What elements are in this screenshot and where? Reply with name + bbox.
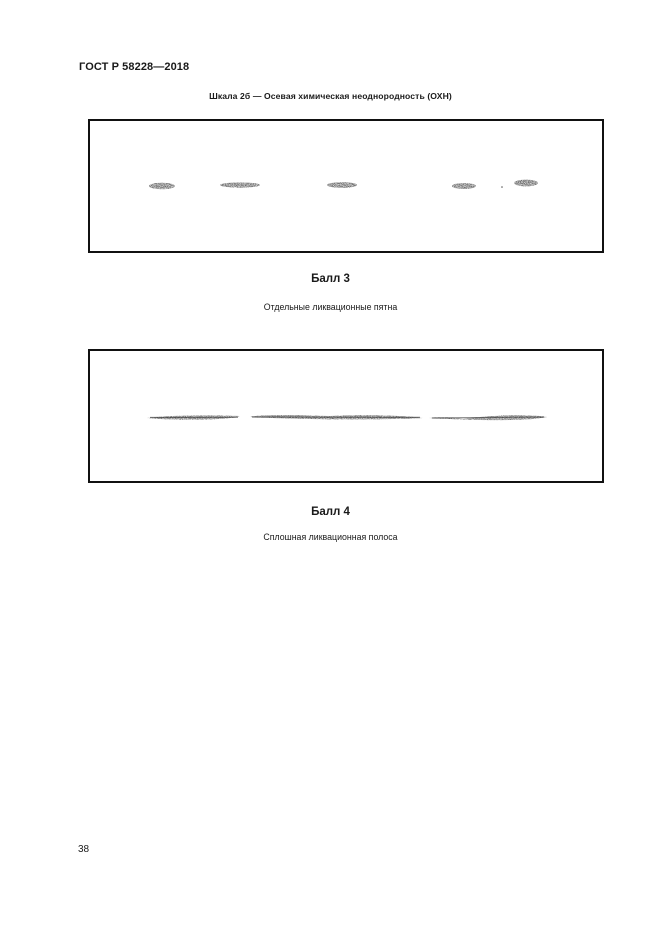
document-id: ГОСТ Р 58228—2018	[79, 61, 190, 73]
grade-3-description: Отдельные ликвационные пятна	[263, 302, 398, 312]
segregation-spot	[452, 183, 476, 189]
page-number: 38	[78, 844, 90, 855]
segregation-dot	[501, 186, 503, 188]
segregation-band-graphic	[90, 351, 602, 481]
specimen-image-grade-3	[88, 119, 604, 253]
segregation-spot	[327, 182, 357, 188]
segregation-spots-graphic	[90, 121, 602, 251]
grade-3-label: Балл 3	[311, 273, 350, 285]
segregation-spot	[149, 183, 175, 189]
specimen-image-grade-4	[88, 349, 604, 483]
grade-4-label: Балл 4	[311, 506, 350, 518]
scale-title: Шкала 2б — Осевая химическая неоднородность (ОХН)	[209, 91, 452, 101]
segregation-spot	[514, 180, 538, 187]
grade-4-description: Сплошная ликвационная полоса	[263, 532, 398, 542]
segregation-spot	[220, 182, 260, 187]
